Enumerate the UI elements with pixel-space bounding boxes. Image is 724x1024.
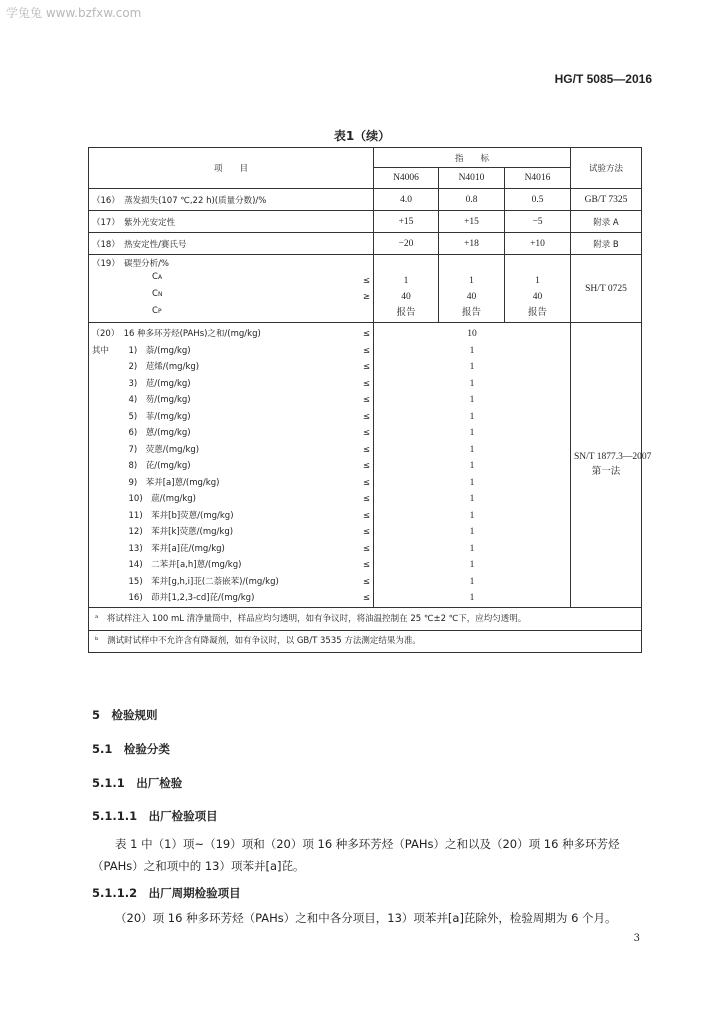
spec-table — [88, 147, 652, 653]
grade-2: N4010 — [439, 168, 505, 189]
note-b: ᵇ 测试时试样中不允许含有降凝剂，如有争议时，以 GB/T 3535 方法测定结果为准。 — [89, 630, 641, 649]
note-a: ᵃ 将试样注入 100 mL 清净量筒中，样品应均匀透明，如有争议时，将油温控制在 25 ℃±2 ℃下，应均匀透明。 — [95, 613, 527, 624]
row-18-label: （18） 热安定性/赛氏号 — [89, 233, 374, 255]
row-16-label: （16） 蒸发损失(107 ℃,22 h)(质量分数)/% — [89, 189, 374, 211]
row-17-v1: +15 — [374, 211, 439, 233]
carbon-col1: 1 40 报告 — [374, 255, 439, 323]
para-5-1-1-1: 表 1 中（1）项~（19）项和（20）项 16 种多环芳烃（PAHs）之和以及（20）项 16 种多环芳烃（PAHs）之和项中的 13）项苯并[a]芘。 — [92, 837, 620, 873]
carbon-method: SH/T 0725 — [571, 255, 642, 323]
row-18-v2: +18 — [439, 233, 505, 255]
row-18-v1: −20 — [374, 233, 439, 255]
row-17-label: （17） 紫外光安定性 — [89, 211, 374, 233]
header-item: 项 目 — [89, 148, 374, 189]
pah-zhong-cell — [89, 323, 119, 608]
row-16-v2: 0.8 — [439, 189, 505, 211]
watermark: 学兔兔 www.bzfxw.com — [6, 6, 142, 20]
row-18-method: 附录 B — [571, 233, 642, 255]
pah-row — [89, 323, 642, 608]
row-16-method: GB/T 7325 — [571, 189, 642, 211]
row-17-v2: +15 — [439, 211, 505, 233]
row-16-v1: 4.0 — [374, 189, 439, 211]
table-caption: 表1（续） — [333, 129, 391, 143]
pah-marks: ≤ ≤ ≤ ≤ ≤ ≤ ≤ ≤ ≤ ≤ ≤ ≤ ≤ ≤ ≤ ≤ ≤ — [352, 323, 374, 608]
row-16-v3: 0.5 — [505, 189, 571, 211]
row-17-v3: −5 — [505, 211, 571, 233]
standard-code: HG/T 5085—2016 — [554, 72, 652, 86]
carbon-col3: 1 40 报告 — [505, 255, 571, 323]
pah-method: SN/T 1877.3—2007 第一法 — [571, 323, 642, 608]
header-method: 试验方法 — [571, 148, 642, 189]
pah-label: （20） 16 种多环芳烃(PAHs)之和/(mg/kg) — [91, 329, 261, 339]
section-5-1-1-2: 5.1.1.2 出厂周期检验项目 — [92, 886, 241, 900]
carbon-sublabels: CA CN CP — [152, 272, 163, 316]
row-18-v3: +10 — [505, 233, 571, 255]
pah-item-list: 1) 萘/(mg/kg) 2) 苊烯/(mg/kg) 3) 苊/(mg/kg) 4) 芴/(mg/kg) 5) 菲/(mg/kg) 6) 蒽/(mg/kg) 7) 荧蒽/(mg/kg) 8) 芘/(mg/kg) 9) 苯并[a]蒽/(mg/kg) 10) 䓛/(mg/kg) 11) 苯并[b]荧蒽/(mg/kg) 12) 苯并[k]荧蒽/(mg/kg) 13) 苯并[a]芘/(mg/kg) 14) 二苯并[a,h]蒽/(mg/kg) 15) 苯并[g,h,i]苝(二萘嵌苯)/(mg/kg) 16) 茚并[1,2,3-cd]芘/(mg/kg) — [128, 345, 279, 603]
pah-values: 10 1 1 1 1 1 1 1 1 1 1 1 1 1 1 1 1 — [374, 323, 571, 608]
section-5-1-1: 5.1.1 出厂检验 — [92, 776, 183, 790]
grade-3: N4016 — [505, 168, 571, 189]
carbon-row — [89, 255, 642, 323]
carbon-label: （19） 碳型分析/% — [92, 259, 170, 269]
row-17-method: 附录 A — [571, 211, 642, 233]
section-5: 5 检验规则 — [92, 708, 158, 722]
notes-cell — [89, 607, 642, 652]
para-5-1-1-2: （20）项 16 种多环芳烃（PAHs）之和中各分项目，13）项苯并[a]芘除外，检验周期为 6 个月。 — [115, 911, 617, 925]
pah-zhong: 其中 — [92, 345, 110, 356]
grade-1: N4006 — [374, 168, 439, 189]
carbon-marks: ≤ ≥ — [352, 255, 374, 323]
header-index: 指 标 — [374, 148, 571, 168]
section-5-1-1-1: 5.1.1.1 出厂检验项目 — [92, 809, 218, 823]
section-5-1: 5.1 检验分类 — [92, 742, 170, 756]
carbon-col2: 1 40 报告 — [439, 255, 505, 323]
page-number: 3 — [633, 933, 640, 944]
carbon-cell — [89, 255, 352, 323]
